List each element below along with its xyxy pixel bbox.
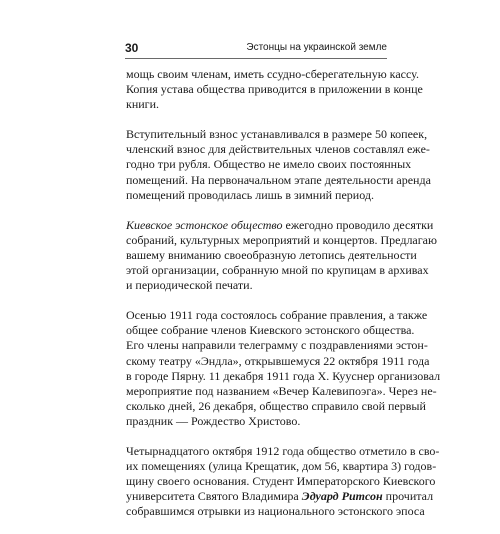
text-line: Четырнадцатого октября 1912 года общество отметило в сво- — [126, 443, 440, 458]
body-text — [126, 67, 441, 534]
text-line: их помещениях (улица Крещатик, дом 56, квартира 3) годов- — [126, 459, 437, 474]
text-line: этой организации, собранную мной по крупицам в архивах — [126, 263, 429, 278]
text-line: Копия устава общества приводится в приложении в конце — [126, 82, 423, 97]
text-line: Осенью 1911 года состоялось собрание правления, а также — [126, 308, 428, 323]
text-line: сколько дней, 26 декабря, общество справило свой первый — [126, 398, 426, 413]
text-line: щину своего основания. Студент Императорского Киевского — [126, 474, 436, 489]
text-line: помещений. На первоначальном этапе деятельности аренда — [126, 172, 431, 187]
text-line: университета Святого Владимира Эдуард Ритсон прочитал — [126, 489, 434, 504]
text-line: праздник — Рождество Христово. — [126, 413, 301, 428]
text-line: помещений проводилась лишь в зимний период. — [126, 187, 374, 202]
text-line: и периодической печати. — [126, 278, 253, 293]
paragraph — [126, 308, 441, 429]
text-line: Вступительный взнос устанавливался в размере 50 копеек, — [126, 127, 428, 142]
text-line: собраний, культурных мероприятий и концертов. Предлагаю — [126, 232, 437, 247]
italic-society-name: Киевское эстонское общество — [126, 217, 283, 232]
text-line: общее собрание членов Киевского эстонского общества. — [126, 323, 415, 338]
paragraph — [126, 443, 440, 519]
text-line: Киевское эстонское общество ежегодно проводило десятки — [126, 217, 434, 232]
text-line: в городе Пярну. 11 декабря 1911 года Х. Кууснер организовал — [126, 368, 441, 383]
text-line: Его члены направили телеграмму с поздравлениями эстон- — [126, 338, 428, 353]
page-header — [125, 38, 387, 58]
text-line: вашему вниманию своеобразную летопись деятельности — [126, 247, 417, 262]
text-line: годно три рубля. Общество не имело своих постоянных — [126, 157, 412, 172]
text-line: членский взнос для действительных членов составлял ежe- — [126, 142, 430, 157]
bold-italic-person-name: Эдуард Ритсон — [301, 489, 383, 504]
paragraph — [126, 217, 437, 293]
paragraph — [126, 127, 431, 202]
text-line: мероприятие под названием «Вечер Калевипоэга». Через не- — [126, 383, 437, 398]
text-line: скому театру «Эндла», открывшемуся 22 октября 1911 года — [126, 353, 430, 368]
text-line: собравшимся отрывки из национального эстонского эпоса — [126, 504, 425, 519]
page-number: 30 — [125, 41, 139, 55]
paragraph — [126, 67, 423, 112]
text-line: мощь своим членам, иметь ссудно-сберегательную кассу. — [126, 67, 419, 81]
header-rule — [125, 58, 387, 59]
running-title: Эстонцы на украинской земле — [246, 42, 387, 53]
text-line: книги. — [126, 97, 160, 112]
